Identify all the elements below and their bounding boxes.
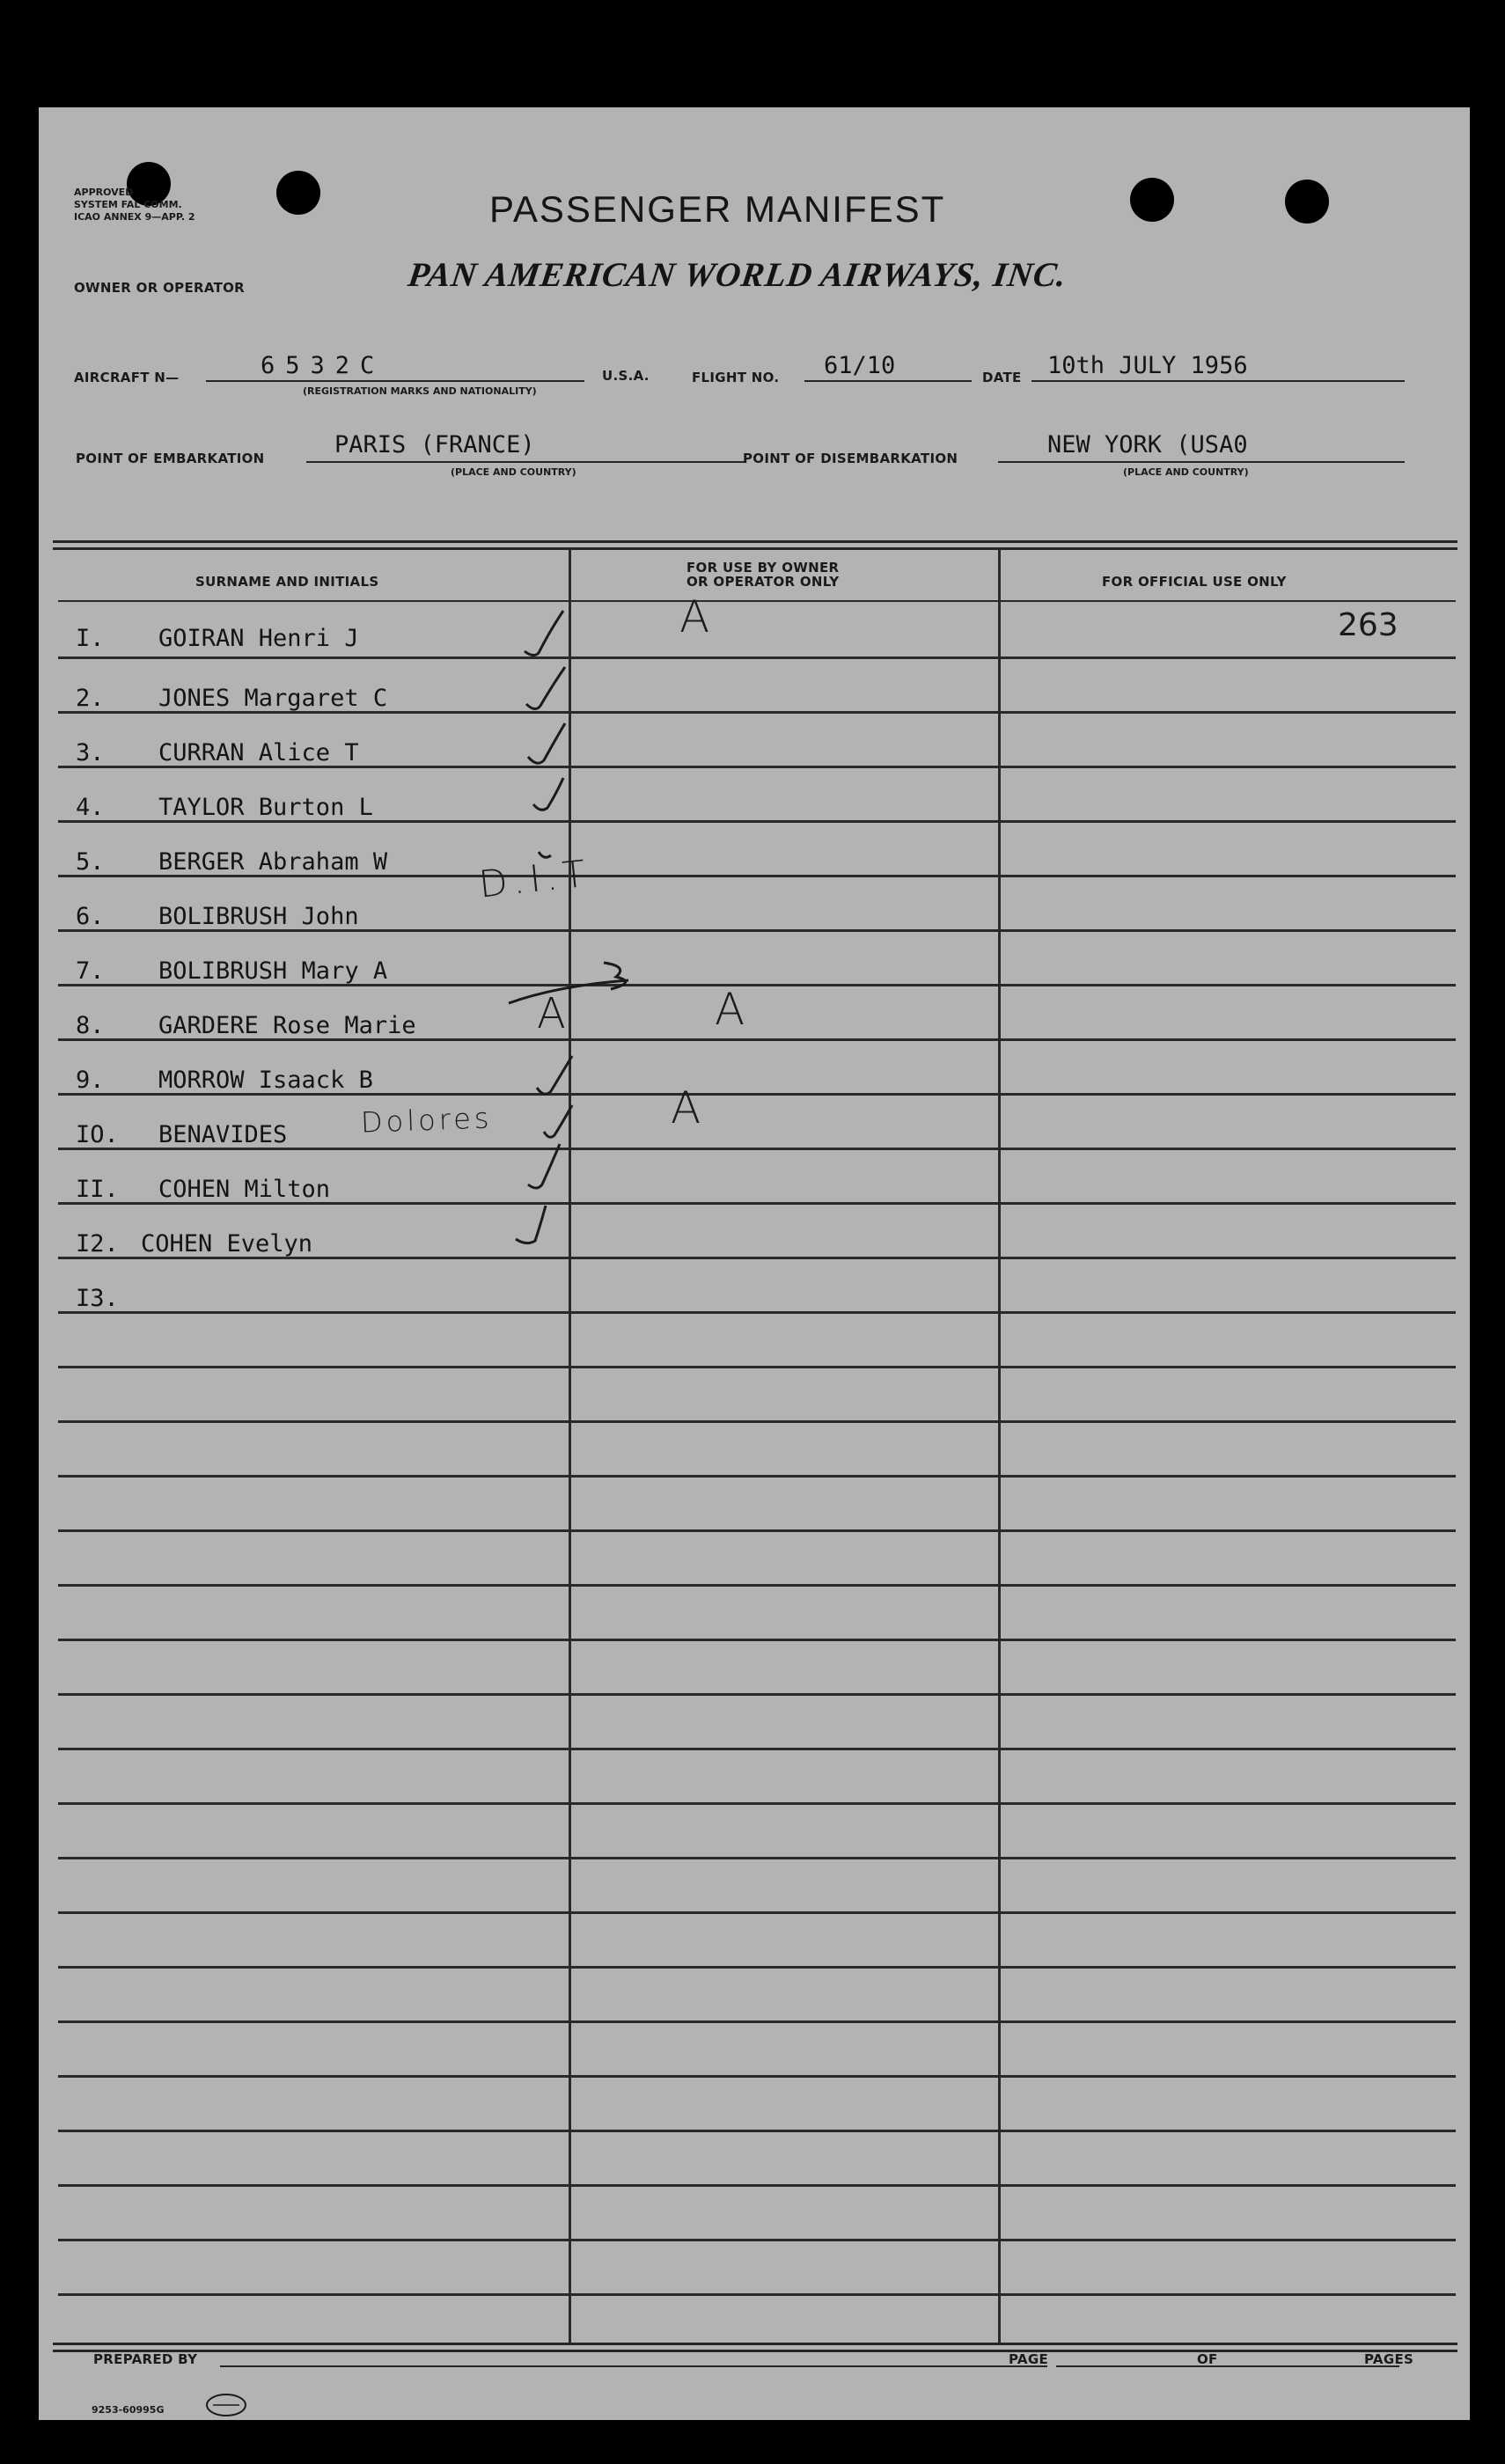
passenger-name: CURRAN Alice T (158, 739, 359, 766)
row-line (58, 1475, 1456, 1478)
handwritten-mark: A (671, 1082, 701, 1133)
row-number: 5. (76, 848, 105, 876)
row-line (58, 2293, 1456, 2296)
table-bottom-rule (53, 2350, 1457, 2352)
prepared-by-label: PREPARED BY (93, 2351, 198, 2367)
operator-name: PAN AMERICAN WORLD AIRWAYS, INC. (405, 256, 1069, 294)
flight-label: FLIGHT NO. (692, 370, 780, 385)
country-label: U.S.A. (602, 368, 650, 384)
row-line (58, 1366, 1456, 1368)
passenger-name: BOLIBRUSH Mary A (158, 957, 388, 985)
passenger-name: BENAVIDES (158, 1121, 288, 1148)
passenger-name: TAYLOR Burton L (158, 794, 373, 821)
disembark-label: POINT OF DISEMBARKATION (743, 451, 958, 466)
passenger-name: MORROW Isaack B (158, 1067, 373, 1094)
row-line (58, 2239, 1456, 2241)
flight-underline (804, 380, 972, 382)
embark-sub-label: (PLACE AND COUNTRY) (451, 466, 576, 478)
row-number: 8. (76, 1012, 105, 1039)
row-number: II. (76, 1176, 119, 1203)
row-number: 7. (76, 957, 105, 985)
row-line (58, 1639, 1456, 1641)
punch-hole (276, 171, 320, 215)
flight-value: 61/10 (824, 352, 896, 379)
handwritten-note: D.I.T (476, 851, 593, 906)
handwritten-name: Dolores (360, 1101, 494, 1140)
row-line (58, 1966, 1456, 1969)
embark-value: PARIS (FRANCE) (334, 431, 535, 458)
row-line (58, 1311, 1456, 1314)
row-line (58, 1857, 1456, 1859)
approval-line: SYSTEM FAL COMM. (74, 199, 182, 210)
date-value: 10th JULY 1956 (1047, 352, 1248, 379)
handwritten-mark: A (715, 984, 745, 1035)
row-line (58, 2075, 1456, 2078)
passenger-name: BERGER Abraham W (158, 848, 388, 876)
row-line (58, 1693, 1456, 1696)
disembark-sub-label: (PLACE AND COUNTRY) (1123, 466, 1249, 478)
date-label: DATE (982, 370, 1022, 385)
row-line (58, 1802, 1456, 1805)
row-line (58, 1529, 1456, 1532)
embark-label: POINT OF EMBARKATION (76, 451, 265, 466)
row-line (58, 1748, 1456, 1750)
passenger-name: COHEN Milton (158, 1176, 331, 1203)
handwritten-mark: A (537, 989, 566, 1038)
row-line (58, 1584, 1456, 1587)
page-title: PASSENGER MANIFEST (489, 188, 946, 230)
of-label: OF (1197, 2351, 1218, 2367)
official-number: 263 (1338, 607, 1399, 643)
row-line (58, 1420, 1456, 1423)
prepared-underline (220, 2365, 1047, 2367)
approval-line: ICAO ANNEX 9—APP. 2 (74, 211, 195, 223)
row-number: 6. (76, 903, 105, 930)
row-number: I3. (76, 1285, 119, 1312)
aircraft-label: AIRCRAFT N— (74, 370, 180, 385)
check-mark-icon (519, 715, 581, 776)
row-line (58, 2130, 1456, 2132)
printer-union-bug-icon (204, 2392, 248, 2418)
row-number: IO. (76, 1121, 119, 1148)
passenger-name: GARDERE Rose Marie (158, 1012, 416, 1039)
manifest-sheet (39, 107, 1470, 2420)
row-number: I. (76, 625, 105, 652)
handwritten-scribble-icon (505, 959, 664, 1012)
aircraft-value: 6532C (261, 352, 385, 379)
check-mark-icon (519, 1135, 581, 1197)
form-number: 9253-60995G (92, 2404, 165, 2416)
passenger-name: COHEN Evelyn (141, 1230, 313, 1258)
row-number: 3. (76, 739, 105, 766)
row-line (58, 600, 1456, 602)
col-header-owner: FOR USE BY OWNER (686, 560, 840, 576)
passenger-name: GOIRAN Henri J (158, 625, 359, 652)
col-header-owner: OR OPERATOR ONLY (686, 574, 840, 590)
table-top-rule (53, 547, 1457, 550)
col-header-surname: SURNAME AND INITIALS (195, 574, 379, 590)
check-mark-icon (514, 660, 576, 722)
table-bottom-rule (53, 2343, 1457, 2345)
check-mark-icon (512, 1199, 574, 1260)
row-line (58, 656, 1456, 659)
aircraft-underline (206, 380, 584, 382)
aircraft-sub-label: (REGISTRATION MARKS AND NATIONALITY) (303, 385, 537, 397)
row-line (58, 2184, 1456, 2187)
disembark-value: NEW YORK (USA0 (1047, 431, 1248, 458)
row-number: 2. (76, 685, 105, 712)
col-header-official: FOR OFFICIAL USE ONLY (1102, 574, 1287, 590)
handwritten-mark: A (679, 591, 710, 642)
row-line (58, 2020, 1456, 2023)
date-underline (1031, 380, 1405, 382)
punch-hole (1285, 180, 1329, 224)
row-number: 4. (76, 794, 105, 821)
row-number: I2. (76, 1230, 119, 1258)
pages-label: PAGES (1364, 2351, 1414, 2367)
passenger-name: JONES Margaret C (158, 685, 388, 712)
approval-line: APPROVED (74, 187, 134, 198)
row-line (58, 1911, 1456, 1914)
passenger-name: BOLIBRUSH John (158, 903, 359, 930)
page-label: PAGE (1009, 2351, 1048, 2367)
punch-hole (1130, 178, 1174, 222)
disembark-underline (998, 461, 1405, 463)
embark-underline (306, 461, 746, 463)
table-top-rule (53, 540, 1457, 543)
row-number: 9. (76, 1067, 105, 1094)
operator-label: OWNER OR OPERATOR (74, 280, 246, 296)
check-mark-icon (514, 605, 576, 667)
